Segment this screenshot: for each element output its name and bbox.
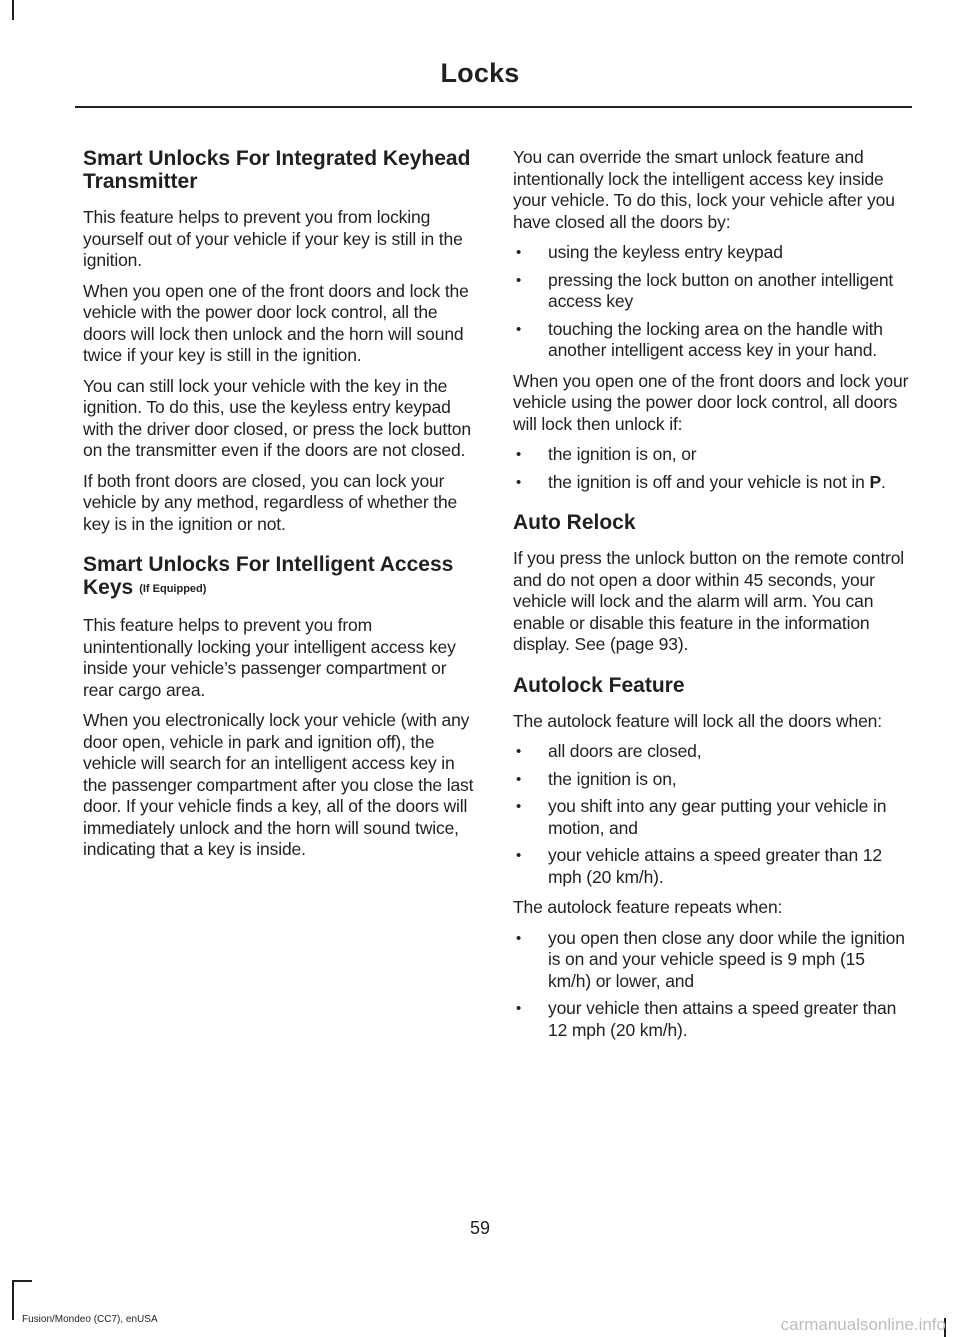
crop-mark-top-left xyxy=(12,0,14,20)
paragraph: The autolock feature repeats when: xyxy=(513,897,783,917)
list-item: • the ignition is on, xyxy=(513,769,910,791)
paragraph: This feature helps to prevent you from unintentionally locking your intelligent access key inside your vehicle’s passenger compartment or rear cargo area. xyxy=(83,615,456,700)
if-equipped-badge: (If Equipped) xyxy=(139,583,207,595)
crop-mark-bottom-left xyxy=(12,1280,14,1320)
autolock-repeat-list xyxy=(513,928,910,1042)
section-title-auto-relock: Auto Relock xyxy=(513,511,636,534)
paragraph: When you open one of the front doors and lock your vehicle using the power door lock control, all doors will lock then unlock if: xyxy=(513,370,909,434)
section-title-smart-unlocks-intelligent xyxy=(83,553,475,601)
left-column xyxy=(83,147,475,870)
list-item: • using the keyless entry keypad xyxy=(513,242,910,264)
paragraph: The autolock feature will lock all the doors when: xyxy=(513,710,882,731)
override-methods-list xyxy=(513,242,910,362)
paragraph: This feature helps to prevent you from locking yourself out of your vehicle if your key is still in the ignition. xyxy=(83,207,463,270)
park-gear-label: P xyxy=(869,471,881,492)
list-item: • your vehicle then attains a speed greater than 12 mph (20 km/h). xyxy=(513,998,910,1041)
page-number: 59 xyxy=(469,1218,491,1238)
header-rule xyxy=(75,106,912,108)
list-item-text: the ignition is off and your vehicle is not in xyxy=(548,471,870,492)
right-column xyxy=(513,147,910,1050)
list-item: • you shift into any gear putting your vehicle in motion, and xyxy=(513,796,910,839)
section-title-smart-unlocks-keyhead: Smart Unlocks For Integrated Keyhead Transmitter xyxy=(83,147,471,193)
document-id: Fusion/Mondeo (CC7), enUSA xyxy=(22,1314,158,1325)
page-title: Locks xyxy=(440,58,520,88)
list-item: • pressing the lock button on another intelligent access key xyxy=(513,270,910,313)
list-item: • the ignition is on, or xyxy=(513,444,910,466)
paragraph: If both front doors are closed, you can lock your vehicle by any method, regardless of whether the key is in the ignition or not. xyxy=(83,470,458,534)
unlock-conditions-list xyxy=(513,444,910,493)
section-title-text: Smart Unlocks For Intelligent Access Keys xyxy=(83,553,454,599)
crop-mark-bottom-left-h xyxy=(12,1280,32,1282)
list-item-text: . xyxy=(880,471,886,492)
autolock-conditions-list xyxy=(513,741,910,888)
paragraph: When you open one of the front doors and lock the vehicle with the power door lock control, all the doors will lock then unlock and the horn will sound twice if your key is still in the ignition. xyxy=(83,280,469,365)
watermark: carmanualsonline.info xyxy=(780,1315,946,1334)
paragraph: If you press the unlock button on the remote control and do not open a door within 45 seconds, your vehicle will lock and the alarm will arm. You can enable or disable this feature in the information display. See (page 93). xyxy=(513,548,905,654)
list-item xyxy=(513,472,910,494)
paragraph: When you electronically lock your vehicle (with any door open, vehicle in park and ignition off), the vehicle will search for an intelligent access key in the passenger compartment after you close the last door. If your vehicle finds a key, all of the doors will immediately unlock and the horn will sound twice, indicating that a key is inside. xyxy=(83,710,474,859)
list-item: • touching the locking area on the handle with another intelligent access key in your hand. xyxy=(513,319,910,362)
list-item: • all doors are closed, xyxy=(513,741,910,763)
paragraph: You can still lock your vehicle with the key in the ignition. To do this, use the keyless entry keypad with the driver door closed, or press the lock button on the transmitter even if the doors are not closed. xyxy=(83,375,471,460)
list-item: • you open then close any door while the ignition is on and your vehicle speed is 9 mph (15 km/h) or lower, and xyxy=(513,928,910,993)
section-title-autolock-feature: Autolock Feature xyxy=(513,673,685,697)
list-item: • your vehicle attains a speed greater than 12 mph (20 km/h). xyxy=(513,845,910,888)
paragraph: You can override the smart unlock feature and intentionally lock the intelligent access key inside your vehicle. To do this, lock your vehicle after you have closed all the doors by: xyxy=(513,147,895,232)
